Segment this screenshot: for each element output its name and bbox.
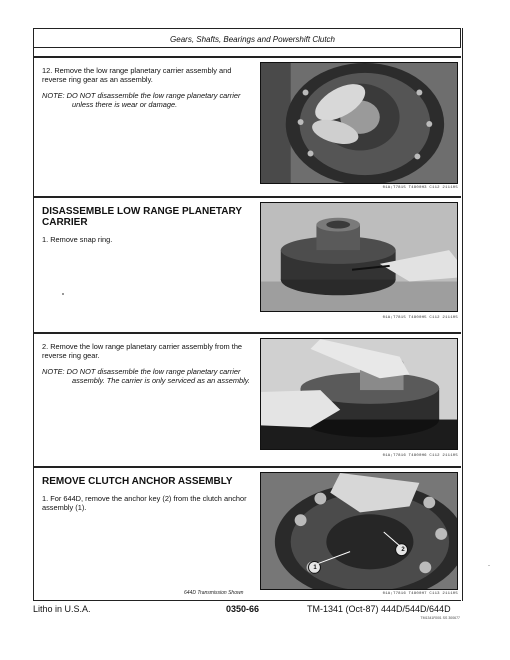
note-1 — [42, 91, 254, 109]
step-2-text: 2. Remove the low range planetary carrier assembly from the reverse ring gear. — [42, 342, 243, 360]
note-1-first: DO NOT disassemble the low range planetary carrier — [66, 91, 241, 100]
heading-remove-clutch-anchor: REMOVE CLUTCH ANCHOR ASSEMBLY — [42, 476, 233, 487]
section-3-text — [42, 342, 254, 385]
note-1-label: NOTE: — [42, 91, 65, 100]
section-disassemble-carrier — [34, 196, 461, 332]
footer-left: Litho in U.S.A. — [33, 604, 91, 614]
edge-mark: - — [488, 563, 490, 569]
photo-1-code: 01A;T7815 T4800H3 C112 211105 — [382, 186, 458, 190]
photo-3-code: 01A;T7816 T4800H6 C112 211105 — [382, 454, 458, 458]
page-header — [33, 28, 461, 48]
note-2-label: NOTE: — [42, 367, 65, 376]
photo-carrier-removal — [260, 62, 458, 184]
footer-page-number: 0350-66 — [226, 604, 260, 614]
photo-4-code: 01A;T7816 T4800H7 C113 211105 — [382, 592, 458, 596]
header-title: Gears, Shafts, Bearings and Powershift Clutch — [170, 35, 335, 44]
footer-right: TM-1341 (Oct-87) 444D/544D/644D — [307, 604, 451, 614]
step-1-anchor-key: 1. For 644D, remove the anchor key (2) from the clutch anchor assembly (1). — [42, 494, 247, 512]
note-2 — [42, 367, 254, 385]
section-remove-ring-gear — [34, 332, 461, 466]
photo-4-caption: 644D Transmission Shown — [184, 590, 244, 596]
note-2-first: DO NOT disassemble the low range planetary carrier — [66, 367, 241, 376]
step-1-snap-ring: 1. Remove snap ring. — [42, 235, 113, 244]
photo-snap-ring — [260, 202, 458, 312]
footer-rule — [33, 600, 461, 601]
photo-ring-gear — [260, 338, 458, 450]
heading-disassemble-carrier: DISASSEMBLE LOW RANGE PLANETARY CARRIER — [42, 206, 242, 228]
note-2-rest: assembly. The carrier is only serviced as an assembly. — [72, 376, 250, 385]
section-remove-clutch-anchor — [34, 466, 461, 600]
note-1-rest: unless there is wear or damage. — [72, 100, 178, 109]
section-1-text — [42, 66, 254, 109]
photo-2-code: 01A;T7815 T4800H5 C112 211105 — [382, 316, 458, 320]
section-remove-carrier — [34, 56, 461, 196]
section-4-text — [42, 476, 254, 519]
section-2-text — [42, 206, 254, 251]
step-12-text: 12. Remove the low range planetary carrier assembly and reverse ring gear as an assembly. — [42, 66, 232, 84]
callout-2: 2 — [401, 547, 405, 553]
speck — [62, 293, 64, 295]
photo-clutch-anchor — [260, 472, 458, 590]
footer-tiny-code: TM1341R001 SS 300677 — [420, 616, 460, 620]
callout-1: 1 — [313, 565, 317, 571]
